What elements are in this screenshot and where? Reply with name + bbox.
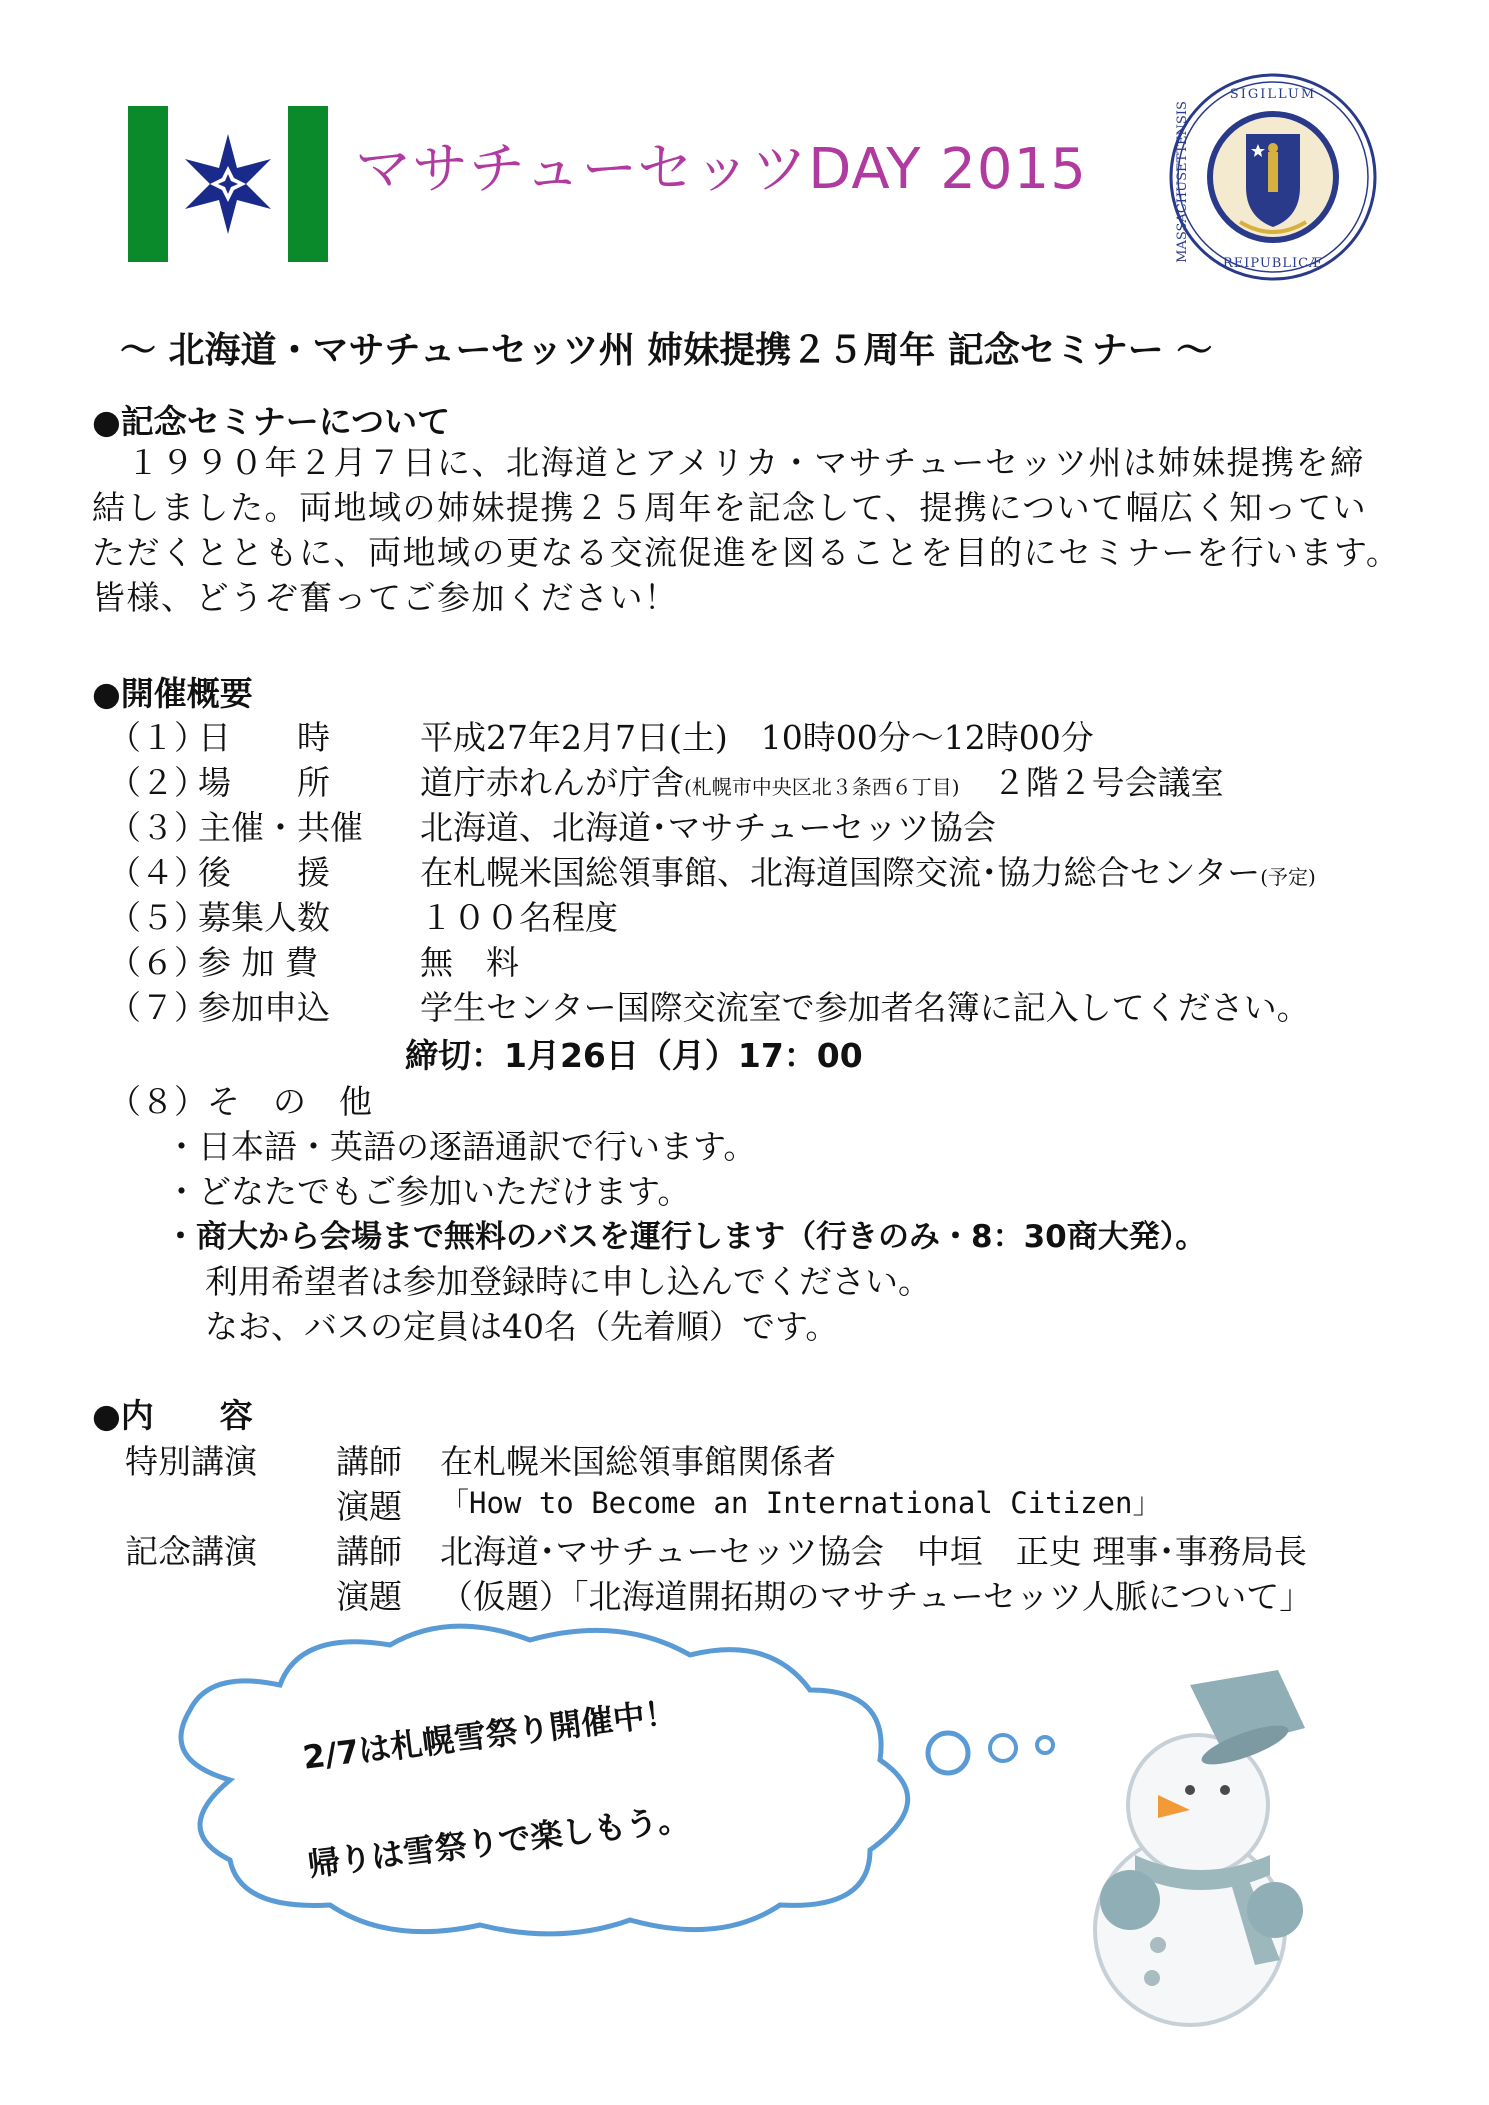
item-value: 無 料	[420, 943, 519, 982]
overview-item	[108, 757, 1408, 802]
svg-text:MASSACHUSETTENSIS: MASSACHUSETTENSIS	[1175, 101, 1190, 263]
other-line: ・どなたでもご参加いただけます。	[165, 1172, 691, 1211]
item-value: 道庁赤れんが庁舎	[420, 763, 684, 802]
overview-item	[108, 847, 1408, 892]
item-note: (札幌市中央区北３条西６丁目)	[684, 775, 960, 799]
intro-line: 皆様、どうぞ奮ってご参加ください！	[92, 578, 679, 617]
intro-line: ただくとともに、両地域の更なる交流促進を図ることを目的にセミナーを行います。	[92, 533, 1401, 572]
topic: 「How to Become an International Citizen」	[440, 1486, 1162, 1520]
item-label: 日 時	[198, 718, 330, 757]
item-value: 学生センター国際交流室で参加者名簿に記入してください。	[420, 988, 1310, 1027]
speaker: 北海道･マサチューセッツ協会 中垣 正史 理事･事務局長	[440, 1532, 1307, 1571]
hokkaido-flag-logo	[128, 106, 328, 262]
overview-item	[108, 937, 1408, 982]
bus-notice: ・商大から会場まで無料のバスを運行します（行きのみ・8：30商大発）。	[165, 1219, 1207, 1255]
item-value: 平成27年2月7日(土) 10時00分～12時00分	[420, 718, 1094, 757]
section-heading-about: ●記念セミナーについて	[92, 402, 451, 441]
bus-sub-line: 利用希望者は参加登録時に申し込んでください。	[205, 1262, 931, 1301]
talk-type: 特別講演	[125, 1442, 257, 1481]
bubble-line: 帰りは雪祭りで楽しもう。	[305, 1799, 692, 1884]
deadline: 締切：1月26日（月）17：00	[405, 1036, 863, 1075]
item-label: 主催・共催	[198, 808, 363, 847]
topic-label: 演題	[336, 1577, 402, 1616]
overview-item	[108, 892, 1408, 937]
bus-sub-line: なお、バスの定員は40名（先着順）です。	[205, 1307, 839, 1346]
topic: （仮題）「北海道開拓期のマサチューセッツ人脈について」	[440, 1577, 1313, 1616]
speaker: 在札幌米国総領事館関係者	[440, 1442, 836, 1481]
item-number: （６）	[108, 943, 207, 982]
item-label: 後 援	[198, 853, 330, 892]
section-heading-content: ●内 容	[92, 1396, 253, 1435]
item-note: (予定)	[1260, 865, 1316, 889]
svg-text:REIPUBLICÆ: REIPUBLICÆ	[1222, 256, 1324, 271]
overview-item	[108, 712, 1408, 757]
item-number: （３）	[108, 808, 207, 847]
snowman-illustration	[1040, 1660, 1340, 2030]
item-label: 募集人数	[198, 898, 330, 937]
intro-line: １９９０年２月７日に、北海道とアメリカ・マサチューセッツ州は姉妹提携を締	[92, 443, 1365, 482]
other-label: （８）そ の 他	[108, 1082, 372, 1121]
svg-text:SIGILLUM: SIGILLUM	[1229, 87, 1317, 102]
other-line: ・日本語・英語の逐語通訳で行います。	[165, 1127, 757, 1166]
page-subtitle: ～ 北海道・マサチューセッツ州 姉妹提携２５周年 記念セミナー ～	[120, 330, 1213, 371]
item-value: 北海道、北海道･マサチューセッツ協会	[420, 808, 996, 847]
item-number: （２）	[108, 763, 207, 802]
item-value: １００名程度	[420, 898, 618, 937]
speaker-label: 講師	[336, 1442, 402, 1481]
talk-type: 記念講演	[125, 1532, 257, 1571]
item-number: （５）	[108, 898, 207, 937]
overview-item	[108, 802, 1408, 847]
topic-label: 演題	[336, 1487, 402, 1526]
item-value: 在札幌米国総領事館、北海道国際交流･協力総合センター	[420, 853, 1261, 892]
item-number: （１）	[108, 718, 207, 757]
item-label: 参加申込	[198, 988, 330, 1027]
item-number: （４）	[108, 853, 207, 892]
overview-list	[108, 712, 1408, 1032]
speaker-label: 講師	[336, 1532, 402, 1571]
massachusetts-seal-logo	[1168, 72, 1378, 282]
item-label: 場 所	[198, 763, 330, 802]
overview-item	[108, 982, 1408, 1027]
item-number: （７）	[108, 988, 207, 1027]
item-label: 参 加 費	[198, 943, 318, 982]
intro-paragraph	[92, 440, 1412, 620]
page-title: マサチューセッツDAY 2015	[355, 137, 1087, 202]
section-heading-overview: ●開催概要	[92, 674, 253, 713]
bubble-line: 2/7は札幌雪祭り開催中！	[300, 1693, 679, 1777]
intro-line: 結しました。両地域の姉妹提携２５周年を記念して、提携について幅広く知ってい	[92, 488, 1368, 527]
item-value-extra: ２階２号会議室	[959, 763, 1224, 802]
thought-cloud	[150, 1610, 1090, 1950]
